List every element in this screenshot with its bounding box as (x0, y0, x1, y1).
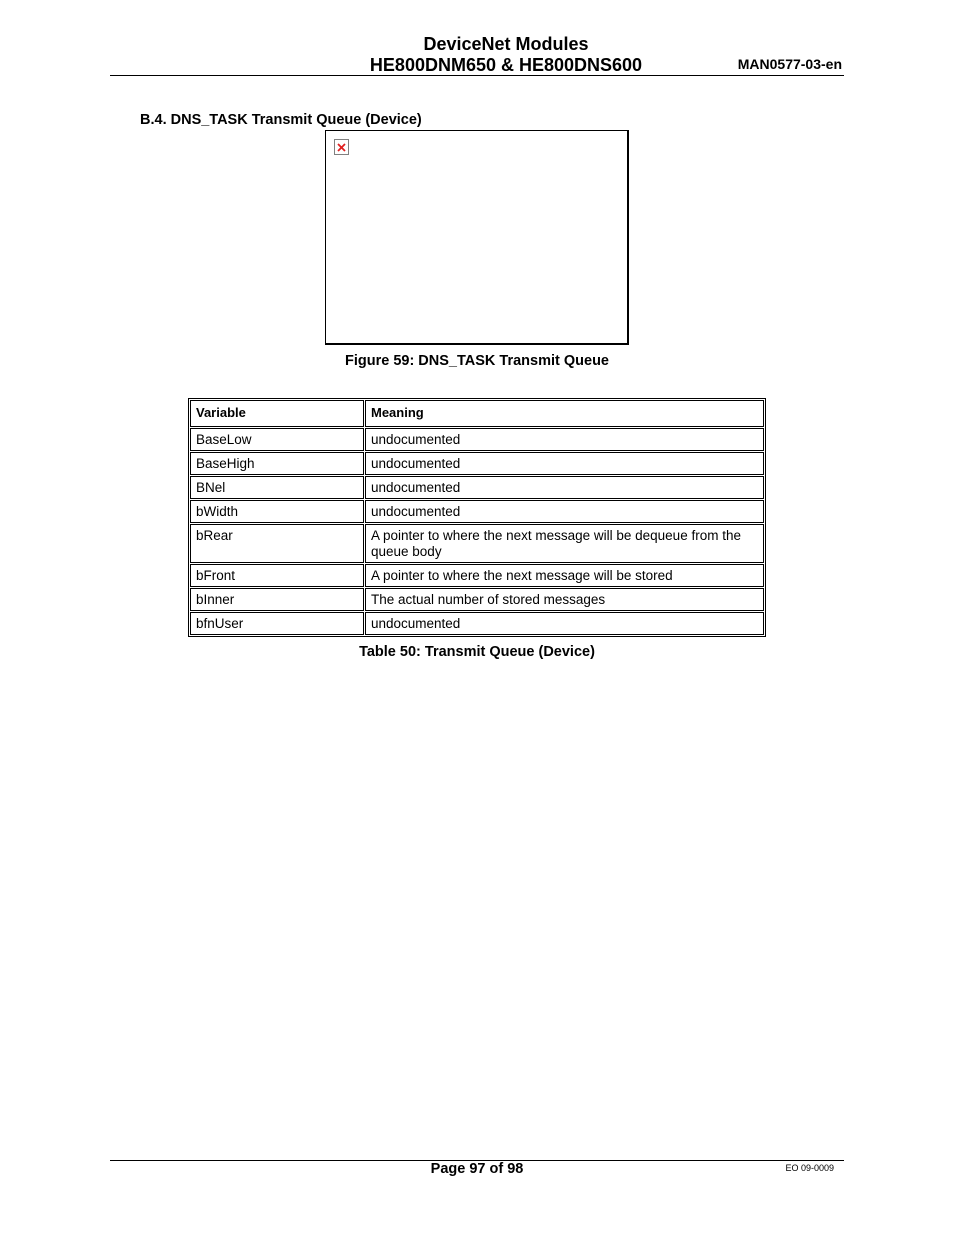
cell-variable: bFront (190, 564, 364, 587)
table-row (190, 476, 764, 499)
cell-meaning: undocumented (365, 428, 764, 451)
table-row (190, 500, 764, 523)
table-caption: Table 50: Transmit Queue (Device) (359, 644, 595, 660)
document-title-line1: DeviceNet Modules (423, 34, 589, 54)
eo-number: EO 09-0009 (785, 1163, 834, 1173)
header-divider (110, 75, 844, 76)
page-number: Page 97 of 98 (430, 1161, 524, 1177)
cell-variable: bRear (190, 524, 364, 563)
table-row (190, 452, 764, 475)
broken-image-icon (334, 139, 349, 155)
cell-meaning: A pointer to where the next message will be dequeue from the queue body (365, 524, 764, 563)
table-row (190, 564, 764, 587)
table-row (190, 428, 764, 451)
document-code: MAN0577-03-en (737, 56, 842, 72)
document-title-line2: HE800DNM650 & HE800DNS600 (369, 55, 643, 75)
cell-variable: bfnUser (190, 612, 364, 635)
column-header-variable: Variable (190, 400, 364, 427)
cell-meaning: undocumented (365, 452, 764, 475)
table-header-row (190, 400, 764, 427)
table-row (190, 524, 764, 563)
table-row (190, 612, 764, 635)
figure-caption: Figure 59: DNS_TASK Transmit Queue (344, 353, 609, 369)
cell-meaning: undocumented (365, 612, 764, 635)
cell-variable: bWidth (190, 500, 364, 523)
cell-meaning: The actual number of stored messages (365, 588, 764, 611)
variables-table (188, 398, 766, 637)
cell-meaning: undocumented (365, 476, 764, 499)
section-heading: B.4. DNS_TASK Transmit Queue (Device) (140, 112, 422, 128)
column-header-meaning: Meaning (365, 400, 764, 427)
cell-meaning: undocumented (365, 500, 764, 523)
figure-image-placeholder (325, 130, 629, 345)
cell-variable: bInner (190, 588, 364, 611)
cell-variable: BNel (190, 476, 364, 499)
table-row (190, 588, 764, 611)
cell-meaning: A pointer to where the next message will be stored (365, 564, 764, 587)
cell-variable: BaseLow (190, 428, 364, 451)
cell-variable: BaseHigh (190, 452, 364, 475)
document-title (330, 34, 682, 76)
